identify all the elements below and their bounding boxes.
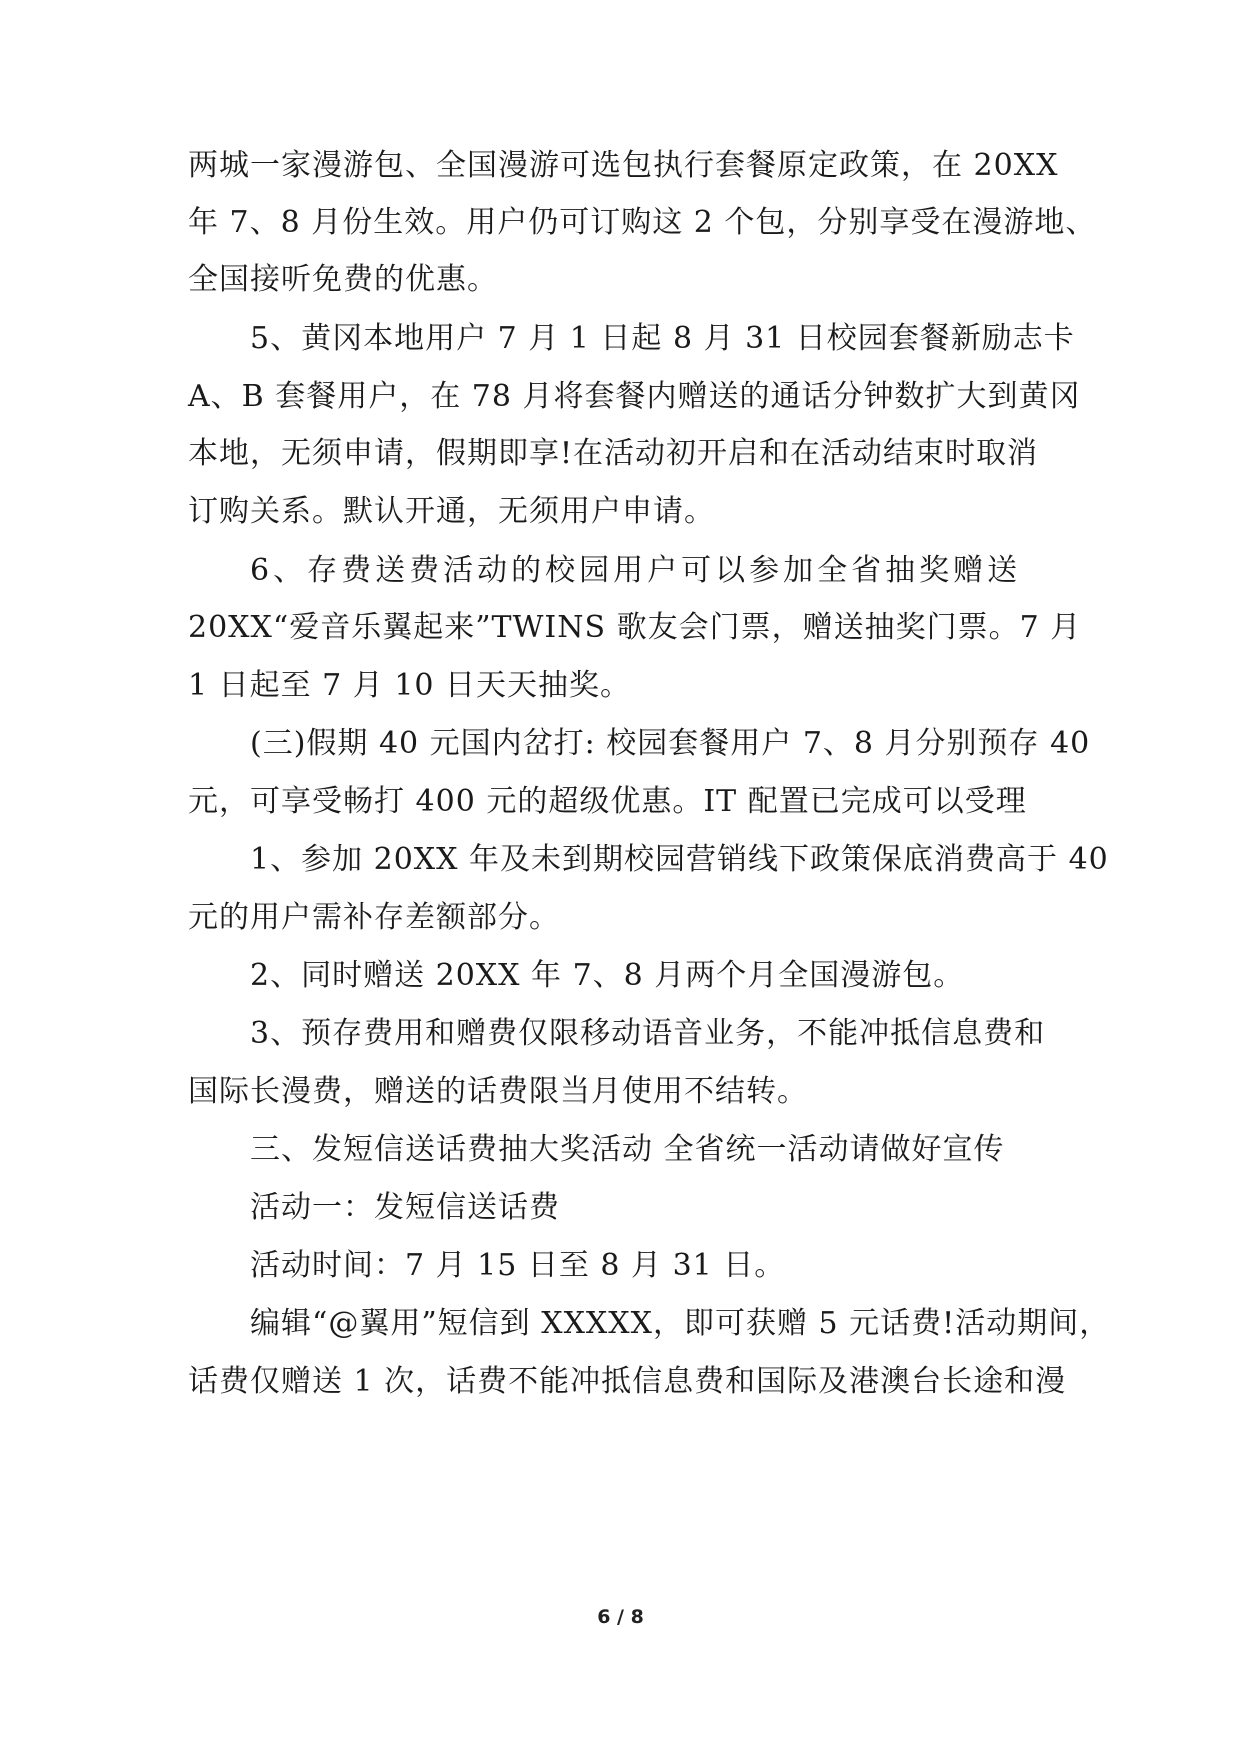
section-heading: 三、发短信送话费抽大奖活动 全省统一活动请做好宣传	[250, 1132, 1005, 1167]
paragraph-line: 5、黄冈本地用户 7 月 1 日起 8 月 31 日校园套餐新励志卡	[250, 321, 1075, 356]
paragraph-line: 2、同时赠送 20XX 年 7、8 月两个月全国漫游包。	[250, 958, 965, 993]
paragraph-line: 国际长漫费，赠送的话费限当月使用不结转。	[188, 1074, 808, 1109]
paragraph-line: 6、存费送费活动的校园用户可以参加全省抽奖赠送	[250, 553, 1022, 588]
paragraph-line: 活动时间：7 月 15 日至 8 月 31 日。	[250, 1248, 786, 1283]
paragraph-line: 全国接听免费的优惠。	[188, 262, 498, 297]
paragraph-line: 元的用户需补存差额部分。	[188, 900, 560, 935]
page-number: 6 / 8	[597, 1606, 644, 1628]
paragraph-line: 两城一家漫游包、全国漫游可选包执行套餐原定政策，在 20XX	[188, 148, 1059, 183]
paragraph-line: 3、预存费用和赠费仅限移动语音业务，不能冲抵信息费和	[250, 1016, 1046, 1051]
paragraph-line: 年 7、8 月份生效。用户仍可订购这 2 个包，分别享受在漫游地、	[188, 205, 1097, 240]
paragraph-line: 元，可享受畅打 400 元的超级优惠。IT 配置已完成可以受理	[188, 784, 1027, 819]
paragraph-line: 话费仅赠送 1 次，话费不能冲抵信息费和国际及港澳台长途和漫	[188, 1364, 1067, 1399]
paragraph-line: (三)假期 40 元国内岔打: 校园套餐用户 7、8 月分别预存 40	[250, 726, 1091, 761]
paragraph-line: 本地，无须申请，假期即享!在活动初开启和在活动结束时取消	[188, 436, 1039, 471]
paragraph-line: 1 日起至 7 月 10 日天天抽奖。	[188, 668, 632, 703]
paragraph-line: A、B 套餐用户，在 78 月将套餐内赠送的通话分钟数扩大到黄冈	[188, 379, 1081, 414]
paragraph-line: 活动一：发短信送话费	[250, 1190, 560, 1225]
paragraph-line: 20XX“爱音乐翼起来”TWINS 歌友会门票，赠送抽奖门票。7 月	[188, 610, 1082, 645]
paragraph-line: 订购关系。默认开通，无须用户申请。	[188, 494, 715, 529]
paragraph-line: 1、参加 20XX 年及未到期校园营销线下政策保底消费高于 40	[250, 842, 1109, 877]
paragraph-line: 编辑“@翼用”短信到 XXXXX，即可获赠 5 元话费!活动期间，	[250, 1306, 1111, 1341]
